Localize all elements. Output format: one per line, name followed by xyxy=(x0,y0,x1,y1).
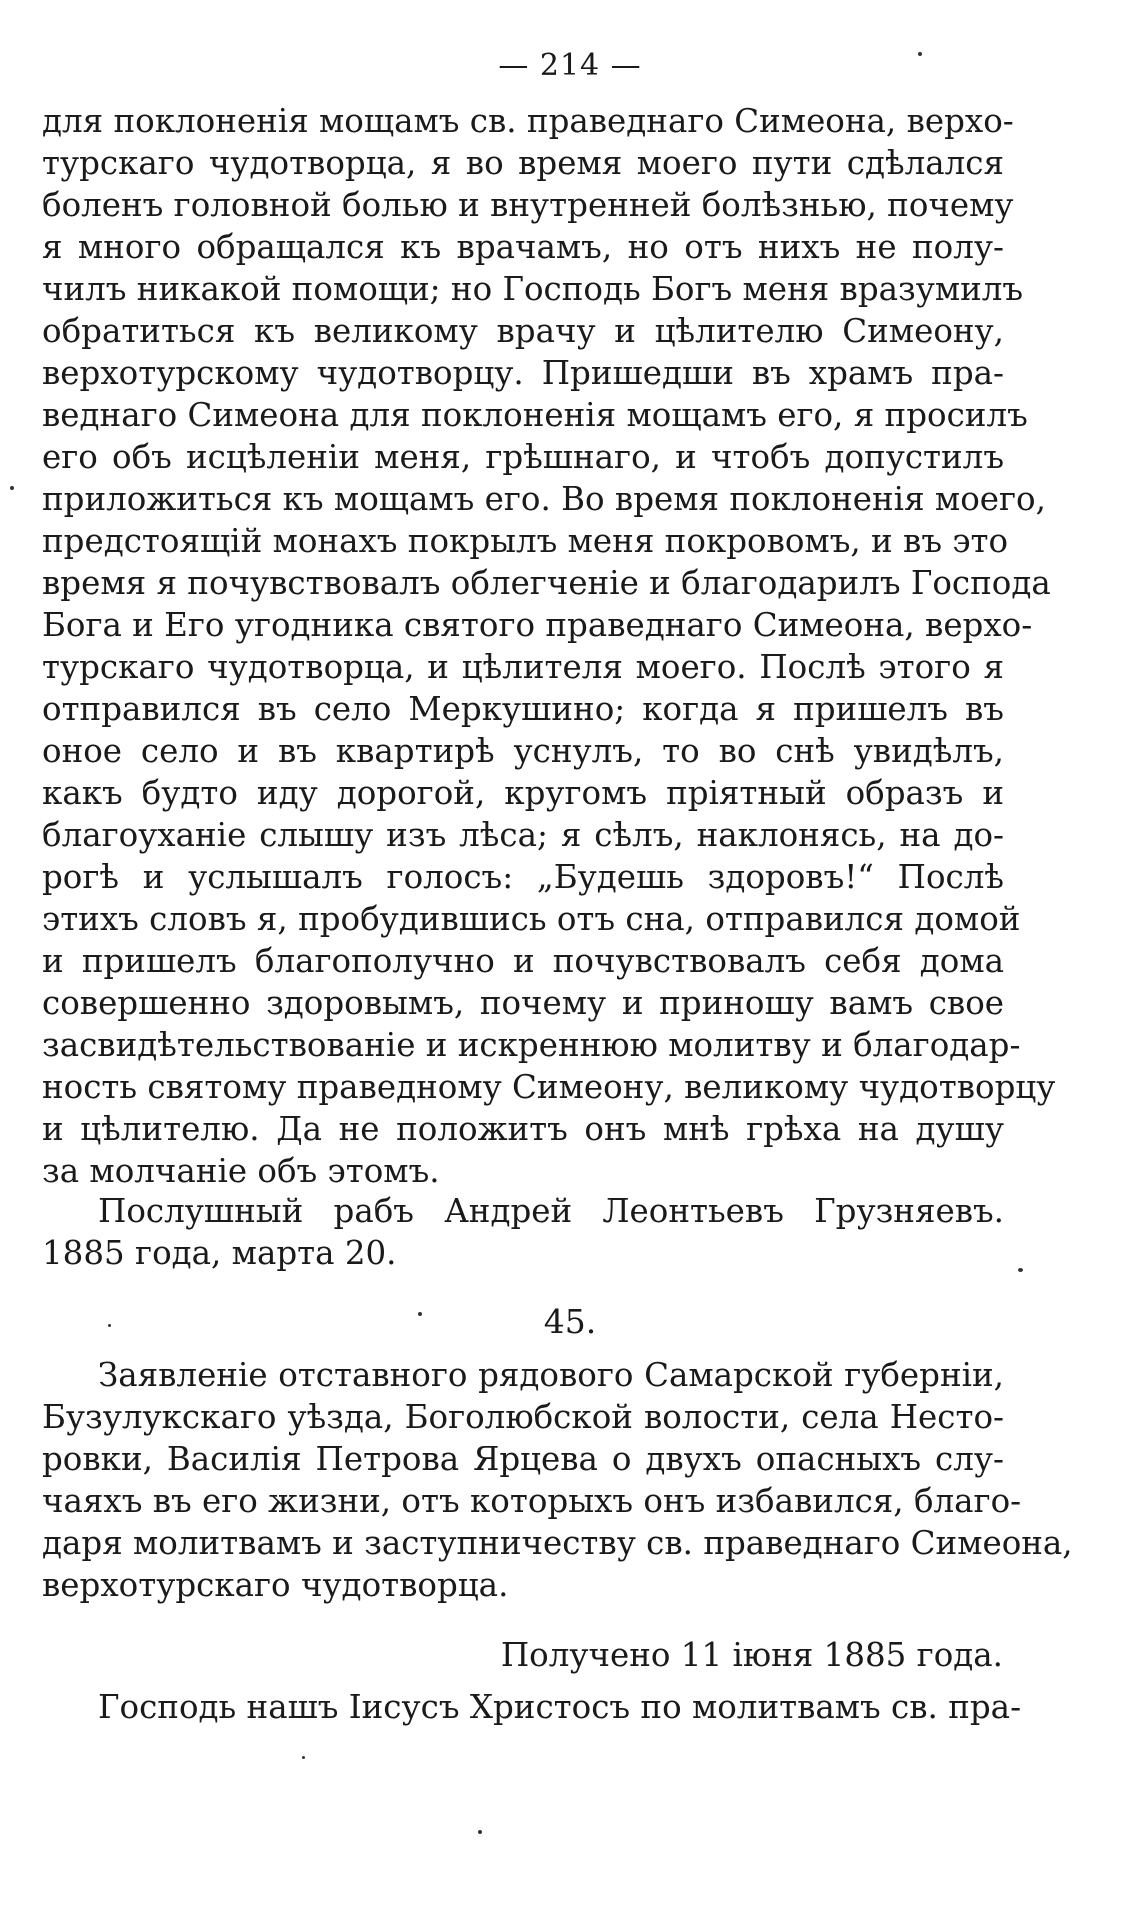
text-line: и пришелъ благополучно и почувствовалъ себя дома xyxy=(42,942,1004,980)
text-line: турскаго чудотворца, я во время моего пути сдѣлался xyxy=(42,144,1004,182)
signature-date: 1885 года, марта 20. xyxy=(42,1234,397,1272)
text-line: Господь нашъ Іисусъ Христосъ по молитвамъ св. пра- xyxy=(98,1688,1022,1726)
text-line: предстоящій монахъ покрылъ меня покровомъ, и въ это xyxy=(42,522,1009,560)
signature-block xyxy=(42,1190,1004,1274)
text-line: приложиться къ мощамъ его. Во время поклоненія моего, xyxy=(42,480,1046,518)
text-line: ность святому праведному Симеону, великому чудотворцу xyxy=(42,1068,1056,1106)
text-line: чаяхъ въ его жизни, отъ которыхъ онъ избавился, благо- xyxy=(42,1482,1022,1520)
text-line: для поклоненія мощамъ св. праведнаго Симеона, верхо- xyxy=(42,102,1014,140)
text-line: чилъ никакой помощи; но Господь Богъ меня вразумилъ xyxy=(42,270,1024,308)
scan-speck xyxy=(10,486,14,490)
received-date: Получено 11 іюня 1885 года. xyxy=(500,1636,1003,1674)
text-line: какъ будто иду дорогой, кругомъ пріятный образъ и xyxy=(42,774,1004,812)
text-line: за молчаніе объ этомъ. xyxy=(42,1152,440,1190)
text-line: рогѣ и услышалъ голосъ: „Будешь здоровъ!“ Послѣ xyxy=(42,858,1004,896)
scan-speck xyxy=(1018,1268,1023,1272)
text-line: даря молитвамъ и заступничеству св. праведнаго Симеона, xyxy=(42,1524,1073,1562)
paragraph-start xyxy=(42,1686,1022,1728)
text-line: этихъ словъ я, пробудившись отъ сна, отправился домой xyxy=(42,900,1021,938)
text-line: веднаго Симеона для поклоненія мощамъ его, я просилъ xyxy=(42,396,1028,434)
scan-speck xyxy=(918,52,922,56)
scan-speck xyxy=(478,1830,482,1834)
text-line: турскаго чудотворца, и цѣлителя моего. Послѣ этого я xyxy=(42,648,1004,686)
text-line: Бога и Его угодника святого праведнаго Симеона, верхо- xyxy=(42,606,1033,644)
scan-speck xyxy=(302,1756,305,1759)
signature-name: Послушный рабъ Андрей Леонтьевъ Грузняевъ. xyxy=(98,1192,1004,1230)
text-line: оное село и въ квартирѣ уснулъ, то во снѣ увидѣлъ, xyxy=(42,732,1004,770)
text-line: верхотурскому чудотворцу. Пришедши въ храмъ пра- xyxy=(42,354,1004,392)
scan-speck xyxy=(108,1324,111,1327)
section-heading-statement xyxy=(42,1354,1073,1606)
section-number: 45. xyxy=(543,1302,597,1341)
page-number: — 214 — xyxy=(498,48,642,83)
paragraph-testimony xyxy=(42,100,1056,1192)
text-line: засвидѣтельствованіе и искреннюю молитву и благодар- xyxy=(42,1026,1021,1064)
text-line: ровки, Василія Петрова Ярцева о двухъ опасныхъ слу- xyxy=(42,1440,1004,1478)
text-line: верхотурскаго чудотворца. xyxy=(42,1566,509,1604)
text-line: я много обращался къ врачамъ, но отъ нихъ не полу- xyxy=(42,228,1004,266)
text-line: обратиться къ великому врачу и цѣлителю Симеону, xyxy=(42,312,1004,350)
text-line: благоуханіе слышу изъ лѣса; я сѣлъ, наклонясь, на до- xyxy=(42,816,1004,854)
scan-speck xyxy=(418,1312,422,1316)
text-line: и цѣлителю. Да не положитъ онъ мнѣ грѣха на душу xyxy=(42,1110,1004,1148)
text-line: время я почувствовалъ облегченіе и благодарилъ Господа xyxy=(42,564,1051,602)
text-line: Бузулукскаго уѣзда, Боголюбской волости, села Несто- xyxy=(42,1398,1004,1436)
text-line: совершенно здоровымъ, почему и приношу вамъ свое xyxy=(42,984,1004,1022)
text-line: Заявленіе отставного рядового Самарской губерніи, xyxy=(98,1356,1004,1394)
text-line: его объ исцѣленіи меня, грѣшнаго, и чтобъ допустилъ xyxy=(42,438,1004,476)
text-line: боленъ головной болью и внутренней болѣзнью, почему xyxy=(42,186,1014,224)
text-line: отправился въ село Меркушино; когда я пришелъ въ xyxy=(42,690,1004,728)
